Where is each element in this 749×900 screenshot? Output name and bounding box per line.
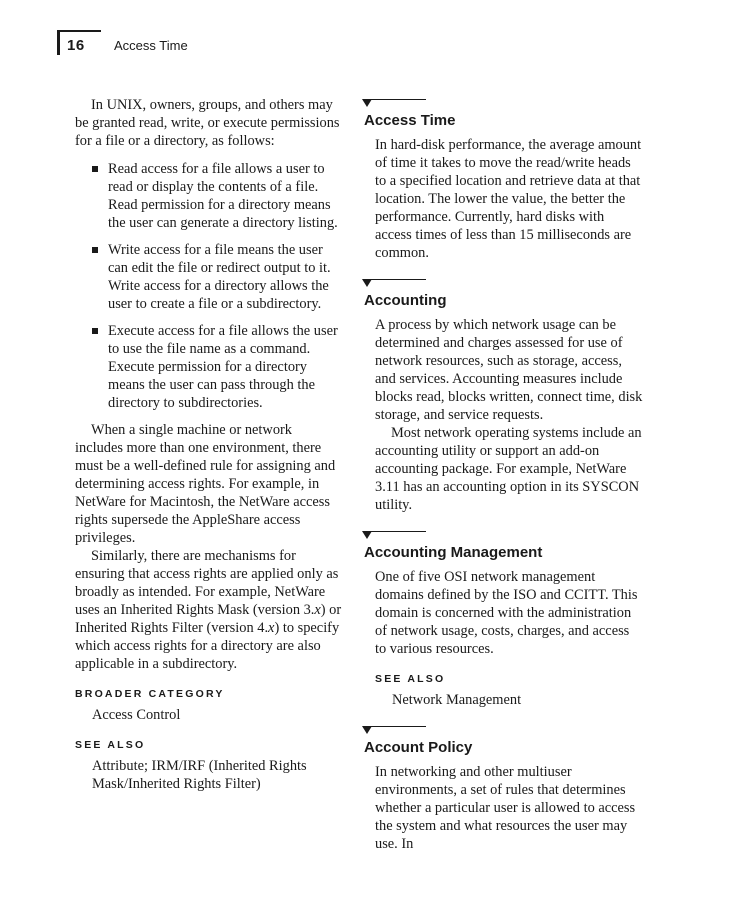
entry-rule [366, 726, 426, 727]
triangle-icon [362, 726, 372, 734]
right-column [362, 96, 644, 867]
triangle-icon [362, 279, 372, 287]
entry-rule [366, 99, 426, 100]
glossary-entry [362, 723, 644, 853]
italic-run: x [314, 602, 321, 618]
left-column [75, 96, 343, 793]
entry-definition: One of five OSI network management domains defined by the ISO and CCITT. This domain is concerned with the administration of network usage, costs, charges, and access to various resources. [375, 569, 638, 657]
entry-rule [366, 279, 426, 280]
italic-run: x [268, 620, 275, 636]
glossary-entry [362, 528, 644, 709]
paragraph: When a single machine or network includes more than one environment, there must be a well-defined rule for assigning and determining access rights. For example, in NetWare for Macintosh, the NetWare access rights supersede the AppleShare access privileges. [75, 422, 336, 546]
see-also-label: SEE ALSO [75, 739, 146, 751]
glossary-entry [362, 96, 644, 262]
entry-term: Account Policy [364, 739, 473, 756]
broader-category-label: BROADER CATEGORY [75, 688, 225, 700]
entry-definition: In hard-disk performance, the average amount of time it takes to move the read/write heads to a specified location and retrieve data at that location. The lower the value, the better the performance. Currently, hard disks with access times of less than 15 milliseconds are common. [375, 137, 642, 261]
triangle-icon [362, 99, 372, 107]
entry-term: Access Time [364, 112, 456, 129]
broader-category-value: Access Control [92, 707, 181, 723]
entry-marker [362, 96, 644, 110]
intro-paragraph: In UNIX, owners, groups, and others may be granted read, write, or execute permissions for a file or a directory, as follows: [75, 97, 340, 149]
paragraph [75, 547, 343, 673]
see-also-label: SEE ALSO [375, 673, 446, 685]
see-also-value: Network Management [392, 692, 522, 708]
list-item: Execute access for a file allows the user to use the file name as a command. Execute permission for a directory means the user can pass through the directory to subdirectories. [75, 322, 343, 412]
entry-definition: In networking and other multiuser environments, a set of rules that determines whether a particular user is allowed to access the system and what resources the user may use. In [375, 764, 636, 852]
text-run: ) to specify which access rights for a directory are also applicable in a subdirectory. [75, 620, 340, 672]
glossary-entry [362, 276, 644, 514]
entry-term: Accounting Management [364, 544, 543, 561]
text-run: ) or Inherited Rights Filter (version 4. [75, 602, 342, 636]
list-item: Write access for a file means the user can edit the file or redirect output to it. Write access for a directory allows the user to create a file or a subdirectory. [75, 241, 343, 313]
entry-definition: A process by which network usage can be determined and charges assessed for use of network resources, such as storage, access, and services. Accounting measures include blocks read, blocks written, connect time, disk storage, and service requests. [375, 317, 643, 423]
list-item: Read access for a file allows a user to read or display the contents of a file. Read permission for a directory means the user can generate a directory listing. [75, 160, 343, 232]
header-bar [57, 31, 60, 55]
text-run: Similarly, there are mechanisms for ensuring that access rights are applied only as broadly as intended. For example, NetWare uses an Inherited Rights Mask (version 3. [75, 548, 339, 618]
see-also-value: Attribute; IRM/IRF (Inherited Rights Mask/Inherited Rights Filter) [92, 758, 307, 792]
entry-marker [362, 528, 644, 542]
permissions-list [75, 160, 343, 412]
entry-rule [366, 531, 426, 532]
header-rule [57, 30, 101, 32]
entry-marker [362, 276, 644, 290]
entry-term: Accounting [364, 292, 447, 309]
page-number: 16 [67, 37, 85, 54]
running-head: Access Time [114, 38, 188, 53]
entry-definition-continued: Most network operating systems include an accounting utility or support an add-on accounting package. For example, NetWare 3.11 has an accounting option in its SYSCON utility. [375, 425, 642, 513]
triangle-icon [362, 531, 372, 539]
entry-marker [362, 723, 644, 737]
